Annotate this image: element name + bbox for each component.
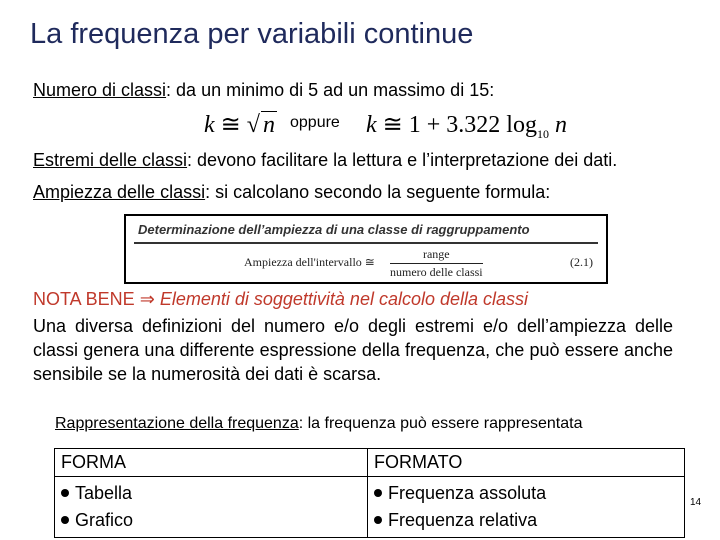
formato-cell (368, 477, 685, 538)
formula-sturges (366, 110, 567, 142)
forma-cell (55, 477, 368, 538)
list-item: Tabella (61, 480, 361, 507)
list-item: Frequenza relativa (374, 507, 678, 534)
formula-box-rule (134, 242, 598, 244)
formula-sturges-approx: ≅ (382, 112, 403, 138)
rappresentazione-text: : la frequenza può essere rappresentata (298, 415, 583, 432)
table-header-row (55, 449, 685, 477)
formula-box-denominator: numero delle classi (390, 265, 483, 279)
ampiezza-label: Ampiezza delle classi (33, 182, 206, 202)
forma-formato-table (54, 448, 685, 538)
nota-bene (33, 289, 528, 310)
arrow-icon: ⇒ (139, 289, 155, 309)
page-number: 14 (690, 497, 702, 508)
formula-box-lhs: Ampiezza dell'intervallo ≅ (244, 255, 375, 269)
numero-classi-line (33, 80, 494, 101)
formula-box-fraction (390, 247, 483, 280)
body-paragraph: Una diversa definizioni del numero e/o degli estremi e/o dell’ampiezza delle classi genera una differente espressione della frequenza, che può essere anche sensibile se la numerosità dei dati è scarsa. (33, 316, 673, 384)
formula-sqrt-approx: ≅ (220, 112, 241, 138)
formula-sturges-expr: 1 + 3.322 log (408, 112, 537, 138)
estremi-label: Estremi delle classi (33, 150, 188, 170)
estremi-text: : devono facilitare la lettura e l’interpretazione dei dati. (187, 150, 618, 170)
list-item: Frequenza assoluta (374, 480, 678, 507)
rappresentazione-label: Rappresentazione della frequenza (55, 415, 299, 432)
header-formato: FORMATO (368, 449, 685, 477)
nota-bene-text: Elementi di soggettività nel calcolo della classi (159, 289, 529, 309)
table-row (55, 477, 685, 538)
list-item: Grafico (61, 507, 361, 534)
numero-classi-text: : da un minimo di 5 ad un massimo di 15: (166, 80, 495, 100)
oppure-label: oppure (290, 114, 340, 131)
ampiezza-line (33, 182, 550, 203)
header-forma: FORMA (55, 449, 368, 477)
formula-sqrt-n: n (262, 112, 275, 138)
formula-sturges-n: n (554, 112, 567, 138)
formula-box-heading: Determinazione dell’ampiezza di una classe di raggruppamento (138, 222, 530, 237)
estremi-line (33, 150, 617, 171)
formula-box-eqno: (2.1) (570, 255, 593, 269)
ampiezza-formula-box (124, 214, 608, 284)
formula-box-numerator: range (390, 247, 483, 264)
formula-sqrt-k: k (204, 112, 215, 138)
numero-classi-label: Numero di classi (33, 80, 167, 100)
formula-sturges-k: k (366, 112, 377, 138)
formula-sturges-base: 10 (536, 127, 549, 141)
rappresentazione-line (55, 415, 582, 433)
nota-bene-label: NOTA BENE (33, 289, 135, 309)
ampiezza-text: : si calcolano secondo la seguente formula: (205, 182, 551, 202)
slide-title: La frequenza per variabili continue (30, 18, 474, 50)
formula-sqrt: k ≅ √ n (204, 112, 275, 138)
